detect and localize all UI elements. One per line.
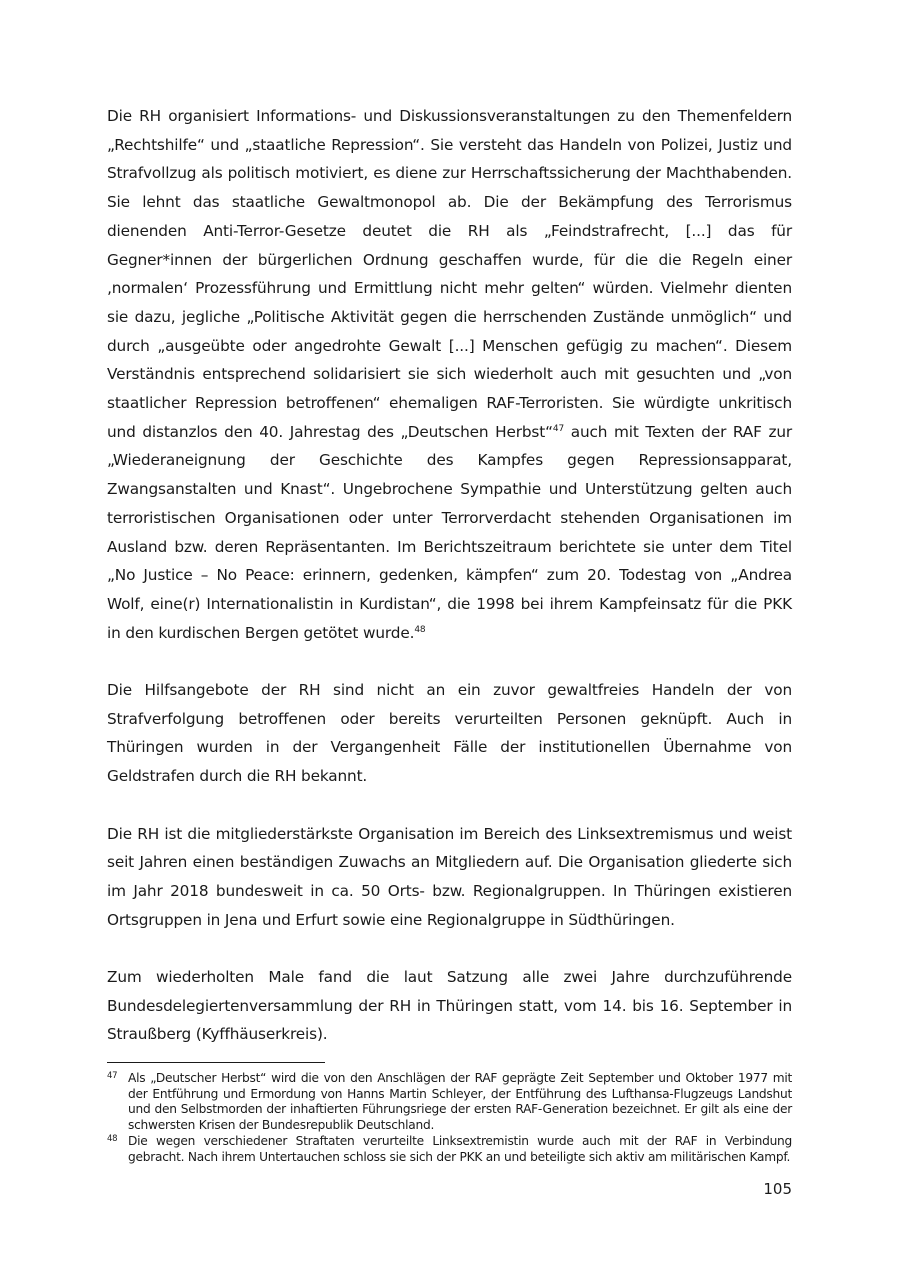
footnote-text: Die wegen verschiedener Straftaten verurteilte Linksextremistin wurde auch mit der RAF in Verbindung gebracht. Nach ihrem Untertauchen schloss sie sich der PKK an und beteiligte sich aktiv am militärischen Kampf. (128, 1134, 792, 1164)
footnote-mark: 47 (107, 1071, 118, 1081)
paragraph-text: auch mit Texten der RAF zur „Wiederaneignung der Geschichte des Kampfes gegen Repressionsapparat, Zwangsanstalten und Knast“. Ungebrochene Sympathie und Unterstützung gelten auch terroristischen Organisationen oder unter Terrorverdacht stehenden Organisationen im Ausland bzw. deren Repräsentanten. Im Berichtszeitraum berichtete sie unter dem Titel „No Justice – No Peace: erinnern, gedenken, kämpfen“ zum 20. Todestag von „Andrea Wolf, eine(r) Internationalistin in Kurdistan“, die 1998 bei ihrem Kampfeinsatz für die PKK in den kurdischen Bergen getötet wurde. (107, 422, 793, 642)
footnote-ref-48[interactable]: 48 (414, 624, 426, 635)
footnote-47 (107, 1071, 792, 1133)
paragraph-support-offers: Die Hilfsangebote der RH sind nicht an ein zuvor gewaltfreies Handeln der von Strafverfolgung betroffenen oder bereits verurteilten Personen geknüpft. Auch in Thüringen wurden in der Vergangenheit Fälle der institutionellen Übernahme von Geldstrafen durch die RH bekannt. (107, 681, 792, 786)
paragraph-federal-assembly: Zum wiederholten Male fand die laut Satzung alle zwei Jahre durchzuführende Bundesdelegiertenversammlung der RH in Thüringen statt, vom 14. bis 16. September in Straußberg (Kyffhäuserkreis). (107, 968, 792, 1044)
footnotes (107, 1071, 792, 1167)
footnote-48 (107, 1134, 792, 1165)
page-number: 105 (763, 1180, 792, 1198)
footnote-text: Als „Deutscher Herbst“ wird die von den Anschlägen der RAF geprägte Zeit September und Oktober 1977 mit der Entführung und Ermordung von Hanns Martin Schleyer, der Entführung des Lufthansa-Flugzeugs Landshut und den Selbstmorden der inhaftierten Führungsriege der ersten RAF-Generation bezeichnet. Er gilt als eine der schwersten Krisen der Bundesrepublik Deutschland. (128, 1071, 792, 1132)
paragraph-text: Die RH organisiert Informations- und Diskussionsveranstaltungen zu den Themenfeldern „Rechtshilfe“ und „staatliche Repression“. Sie versteht das Handeln von Polizei, Justiz und Strafvollzug als politisch motiviert, es diene zur Herrschaftssicherung der Machthabenden. Sie lehnt das staatliche Gewaltmonopol ab. Die der Bekämpfung des Terrorismus dienenden Anti-Terror-Gesetze deutet die RH als „Feindstrafrecht, [...] das für Gegner*innen der bürgerlichen Ordnung geschaffen wurde, für die die Regeln einer ‚normalen‘ Prozessführung und Ermittlung nicht mehr gelten“ würden. Vielmehr dienten sie dazu, jegliche „Politische Aktivität gegen die herrschenden Zustände unmöglich“ und durch „ausgeübte oder angedrohte Gewalt [...] Menschen gefügig zu machen“. Diesem Verständnis entsprechend solidarisiert sie sich wiederholt auch mit gesuchten und „von staatlicher Repression betroffenen“ ehemaligen RAF-Terroristen. Sie würdigte unkritisch und distanzlos den 40. Jahrestag des „Deutschen Herbst“ (107, 107, 792, 441)
footnote-mark: 48 (107, 1134, 118, 1145)
paragraph-rh-activities (107, 102, 792, 647)
footnote-ref-47[interactable]: 47 (552, 423, 565, 434)
body-text (107, 102, 792, 1049)
paragraph-membership: Die RH ist die mitgliederstärkste Organisation im Bereich des Linksextremismus und weist seit Jahren einen beständigen Zuwachs an Mitgliedern auf. Die Organisation gliederte sich im Jahr 2018 bundesweit in ca. 50 Orts- bzw. Regionalgruppen. In Thüringen existieren Ortsgruppen in Jena und Erfurt sowie eine Regionalgruppe in Südthüringen. (107, 824, 792, 929)
footnote-divider (107, 1062, 325, 1063)
